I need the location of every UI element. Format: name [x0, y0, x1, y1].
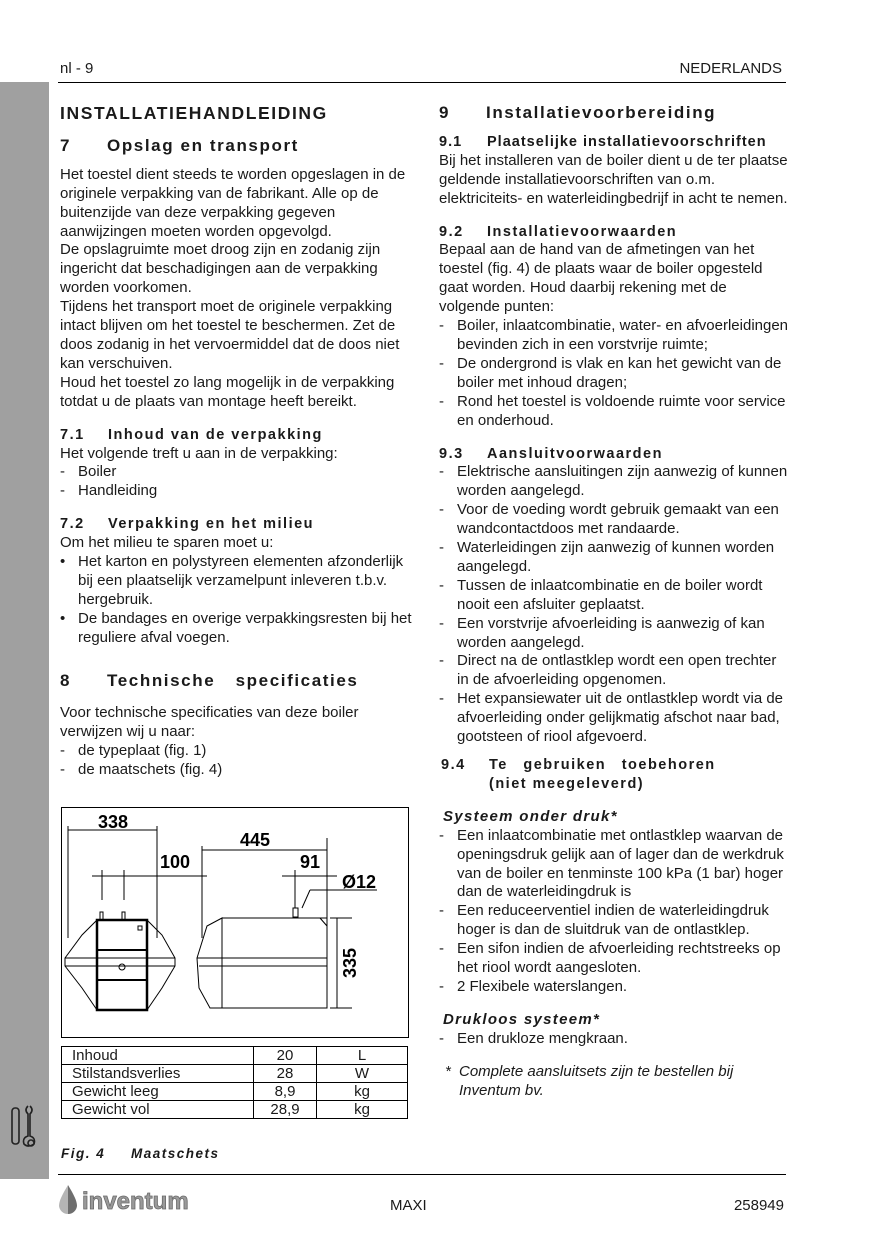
page-number: nl - 9	[60, 60, 94, 77]
footnote: * Complete aansluitsets zijn te bestellen bij Inventum bv.	[445, 1062, 734, 1099]
header-rule	[58, 82, 786, 83]
table-row: Gewicht vol 28,9 kg	[62, 1101, 408, 1119]
section-tab-sidebar	[0, 82, 49, 1179]
svg-text:445: 445	[240, 830, 271, 850]
svg-text:Ø12: Ø12	[342, 872, 377, 892]
s72-list	[60, 553, 412, 648]
s93-list	[439, 463, 789, 747]
s8-list	[60, 742, 412, 780]
water-drop-icon	[59, 1185, 77, 1214]
s7-paragraph: Tijdens het transport moet de originele verpakking intact blijven om het toestel te beschermen. Zet de doos zodanig in het vervoermiddel dat de doos niet kan verschuiven.	[60, 298, 400, 372]
list-item: - de maatschets (fig. 4)	[60, 761, 223, 779]
language-label: NEDERLANDS	[679, 60, 782, 77]
s92-list	[439, 317, 789, 430]
list-item: - Voor de voeding wordt gebruik gemaakt van een wandcontactdoos met randaarde.	[439, 501, 779, 538]
unpressurized-system-heading: Drukloos systeem*	[443, 1010, 601, 1028]
table-row: Inhoud 20 L	[62, 1047, 408, 1065]
section-9-1-heading: 9.1 Plaatselijke installatievoorschriften	[439, 133, 767, 150]
list-item: - Een sifon indien de afvoerleiding rechtstreeks op het riool wordt aangesloten.	[439, 940, 781, 977]
list-item: - Handleiding	[60, 482, 158, 500]
table-row: Stilstandsverlies 28 W	[62, 1065, 408, 1083]
unpressurized-list	[439, 1030, 789, 1049]
list-item: - Elektrische aansluitingen zijn aanwezig of kunnen worden aangelegd.	[439, 463, 788, 500]
section-9-heading: 9 Installatievoorbereiding	[439, 103, 717, 122]
s71-intro: Het volgende treft u aan in de verpakking:	[60, 444, 338, 462]
s8-intro: Voor technische specificaties van deze boiler verwijzen wij u naar:	[60, 704, 359, 741]
list-item: - Het expansiewater uit de ontlastklep wordt via de afvoerleiding onder gelijkmatig afschot naar bad, gootsteen of riool afgevoerd.	[439, 690, 784, 746]
manual-title: INSTALLATIEHANDLEIDING	[60, 103, 328, 123]
svg-text:100: 100	[160, 852, 191, 872]
list-item: - Een drukloze mengkraan.	[439, 1029, 628, 1047]
right-column	[439, 104, 789, 1101]
list-item: - Boiler	[60, 463, 117, 481]
s7-paragraph: Houd het toestel zo lang mogelijk in de verpakking totdat u de plaats van montage heeft bereikt.	[60, 373, 395, 410]
svg-text:91: 91	[300, 852, 321, 872]
spec-table	[61, 1046, 408, 1119]
section-9-2-heading: 9.2 Installatievoorwaarden	[439, 223, 678, 240]
s71-list	[60, 463, 412, 501]
list-item: - Een inlaatcombinatie met ontlastklep waarvan de openingsdruk gelijk aan of lager dan de werkdruk van de boiler en tenminste 100 kPa (1 bar) hoger dan de waterleidingdruk is	[439, 826, 784, 901]
footer-rule	[58, 1174, 786, 1175]
section-8-heading: 8 Technische specificaties	[60, 670, 359, 690]
section-9-4-heading: 9.4 Te gebruiken toebehoren	[441, 757, 716, 773]
pressurized-system-heading: Systeem onder druk*	[443, 807, 618, 825]
left-column	[60, 104, 412, 780]
list-item: • Het karton en polystyreen elementen afzonderlijk bij een plaatselijk verzamelpunt inleveren t.b.v. hergebruik.	[60, 553, 404, 608]
list-item: - 2 Flexibele waterslangen.	[439, 977, 628, 995]
model-name: MAXI	[390, 1197, 427, 1214]
pressurized-list	[439, 827, 789, 997]
list-item: - Een reduceerventiel indien de waterleidingdruk hoger is dan de sluitdruk van de ontlastklep.	[439, 902, 769, 939]
list-item: - Rond het toestel is voldoende ruimte voor service en onderhoud.	[439, 392, 786, 429]
s92-text: Bepaal aan de hand van de afmetingen van het toestel (fig. 4) de plaats waar de boiler opgesteld gaat worden. Houd daarbij rekening met de volgende punten:	[439, 241, 763, 316]
svg-text:335: 335	[340, 947, 360, 978]
section-9-4-subheading: (niet meegeleverd)	[489, 775, 645, 792]
section-7-1-heading: 7.1 Inhoud van de verpakking	[60, 426, 323, 443]
inventum-logo	[58, 1183, 213, 1215]
list-item: - Tussen de inlaatcombinatie en de boiler wordt nooit een afsluiter geplaatst.	[439, 576, 763, 613]
dimension-drawing	[61, 807, 409, 1038]
figure-caption: Fig. 4 Maatschets	[61, 1146, 220, 1161]
table-row: Gewicht leeg 8,9 kg	[62, 1083, 408, 1101]
s7-paragraph: Het toestel dient steeds te worden opgeslagen in de originele verpakking van de fabrikant. Alle op de buitenzijde van deze verpakking gegeven aanwijzingen moeten worden opgevolgd.	[60, 165, 406, 240]
s7-paragraph: De opslagruimte moet droog zijn en zodanig zijn ingericht dat beschadigingen aan de verpakking worden voorkomen.	[60, 241, 381, 297]
boiler-dimension-sketch	[62, 808, 408, 1037]
section-7-2-heading: 7.2 Verpakking en het milieu	[60, 516, 315, 533]
list-item: - De ondergrond is vlak en kan het gewicht van de boiler met inhoud dragen;	[439, 354, 782, 391]
list-item: - Een vorstvrije afvoerleiding is aanwezig of kan worden aangelegd.	[439, 614, 765, 651]
s91-text: Bij het installeren van de boiler dient u de ter plaatse geldende installatievoorschriften van o.m. elektriciteits- en waterleidingbedrijf in acht te nemen.	[439, 151, 788, 207]
list-item: • De bandages en overige verpakkingsresten bij het reguliere afval voegen.	[60, 609, 412, 646]
svg-text:338: 338	[98, 812, 129, 832]
wrench-screwdriver-icon	[8, 1102, 42, 1150]
list-item: - Direct na de ontlastklep wordt een open trechter in de afvoerleiding opgenomen.	[439, 652, 777, 689]
section-7-heading: 7 Opslag en transport	[60, 135, 299, 155]
list-item: - de typeplaat (fig. 1)	[60, 742, 207, 760]
svg-text:inventum: inventum	[82, 1188, 189, 1215]
section-9-3-heading: 9.3 Aansluitvoorwaarden	[439, 445, 663, 462]
list-item: - Waterleidingen zijn aanwezig of kunnen worden aangelegd.	[439, 539, 775, 575]
document-code: 258949	[733, 1197, 784, 1214]
list-item: - Boiler, inlaatcombinatie, water- en afvoerleidingen bevinden zich in een vorstvrije ruimte;	[439, 317, 789, 353]
s72-intro: Om het milieu te sparen moet u:	[60, 534, 274, 552]
